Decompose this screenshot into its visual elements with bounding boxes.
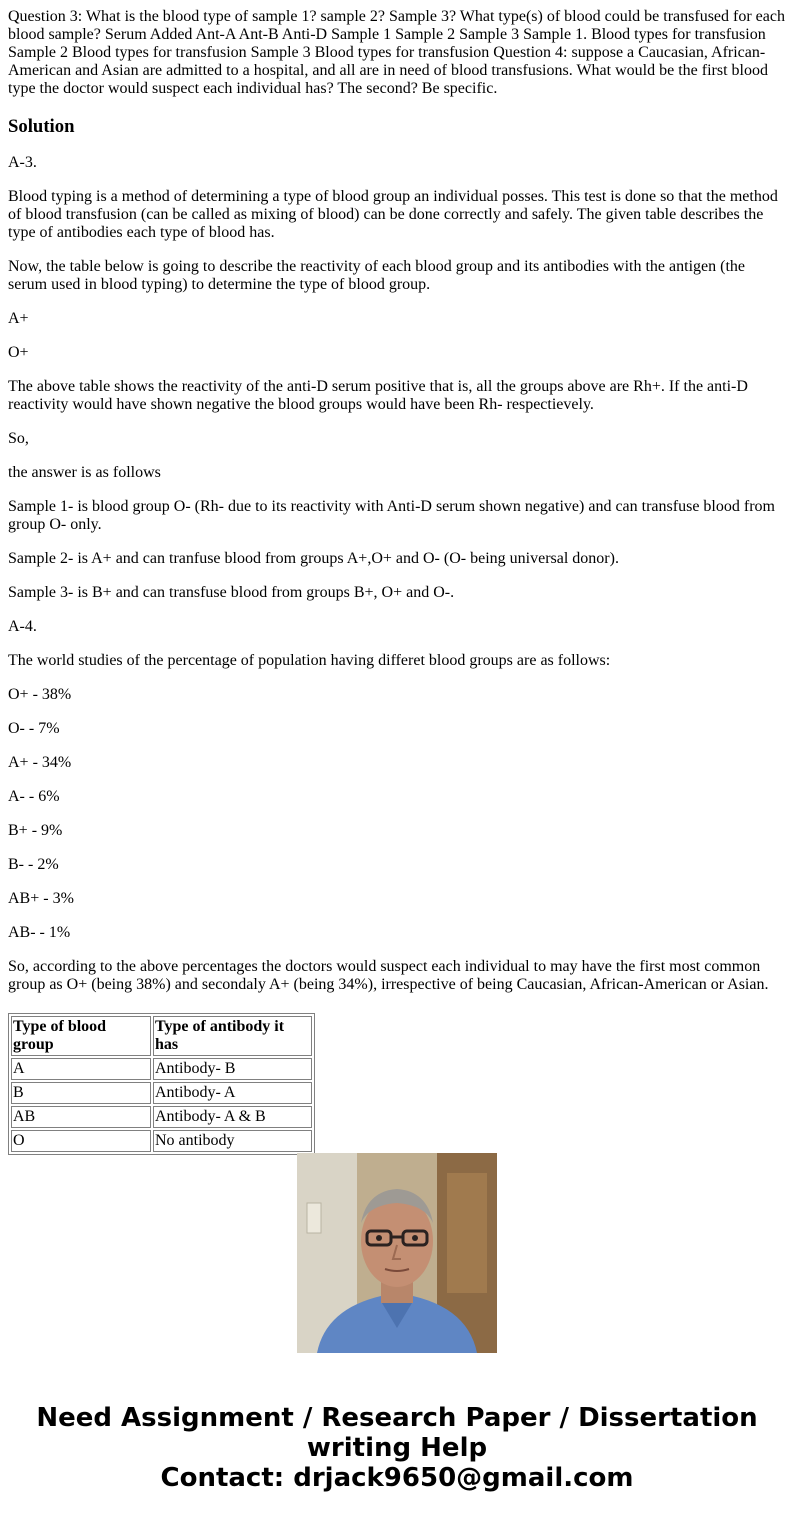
- solution-paragraph: the answer is as follows: [8, 464, 161, 481]
- solution-paragraph: So, according to the above percentages the doctors would suspect each individual to may have the first most common group as O+ (being 38%) and secondaly A+ (being 34%), irrespective of being Caucasian, African-American or Asian.: [8, 958, 769, 993]
- solution-paragraph: O+: [8, 344, 29, 361]
- author-photo: [297, 1153, 497, 1353]
- solution-paragraph: Sample 2- is A+ and can tranfuse blood from groups A+,O+ and O- (O- being universal donor).: [8, 550, 619, 567]
- solution-paragraph: A-3.: [8, 154, 37, 171]
- document-body: [8, 8, 788, 1010]
- antibody-table-container: [8, 1013, 318, 1149]
- solution-paragraph: So,: [8, 430, 29, 447]
- solution-paragraph: A+: [8, 310, 29, 327]
- table-cell-antibody: No antibody: [153, 1130, 312, 1152]
- solution-paragraph: A+ - 34%: [8, 754, 72, 771]
- table-cell-blood-group: B: [11, 1082, 151, 1104]
- solution-paragraph: Now, the table below is going to describe the reactivity of each blood group and its antibodies with the antigen (the serum used in blood typing) to determine the type of blood group.: [8, 258, 745, 293]
- solution-paragraph: O- - 7%: [8, 720, 60, 737]
- solution-paragraph: B+ - 9%: [8, 822, 63, 839]
- table-row: [11, 1130, 312, 1152]
- table-cell-antibody: Antibody- B: [153, 1058, 312, 1080]
- table-cell-antibody: Antibody- A & B: [153, 1106, 312, 1128]
- table-header-row: [11, 1016, 312, 1056]
- antibody-table: [8, 1013, 315, 1155]
- table-row: [11, 1058, 312, 1080]
- solution-paragraph: B- - 2%: [8, 856, 59, 873]
- table-row: [11, 1106, 312, 1128]
- solution-paragraph: The world studies of the percentage of population having differet blood groups are as follows:: [8, 652, 611, 669]
- solution-paragraph: AB+ - 3%: [8, 890, 74, 907]
- table-cell-blood-group: AB: [11, 1106, 151, 1128]
- solution-paragraph: Blood typing is a method of determining a type of blood group an individual posses. This test is done so that the method of blood transfusion (can be called as mixing of blood) can be done correctly and safely. The given table describes the type of antibodies each type of blood has.: [8, 188, 778, 241]
- solution-paragraph: A-4.: [8, 618, 37, 635]
- solution-paragraph: A- - 6%: [8, 788, 60, 805]
- table-row: [11, 1082, 312, 1104]
- solution-paragraph: Sample 3- is B+ and can transfuse blood from groups B+, O+ and O-.: [8, 584, 455, 601]
- table-header-blood-group: Type of blood group: [11, 1016, 151, 1056]
- author-photo-illustration: [297, 1153, 497, 1353]
- solution-paragraphs: [8, 154, 788, 994]
- solution-heading: Solution: [8, 116, 75, 137]
- table-cell-antibody: Antibody- A: [153, 1082, 312, 1104]
- solution-paragraph: Sample 1- is blood group O- (Rh- due to its reactivity with Anti-D serum shown negative) and can transfuse blood from group O- only.: [8, 498, 775, 533]
- solution-paragraph: The above table shows the reactivity of the anti-D serum positive that is, all the groups above are Rh+. If the anti-D reactivity would have shown negative the blood groups would have been Rh- respectievely.: [8, 378, 748, 413]
- table-cell-blood-group: O: [11, 1130, 151, 1152]
- solution-paragraph: AB- - 1%: [8, 924, 71, 941]
- contact-banner-line2: writing Help: [306, 1433, 488, 1463]
- contact-banner: [0, 1403, 794, 1493]
- table-cell-blood-group: A: [11, 1058, 151, 1080]
- table-header-antibody: Type of antibody it has: [153, 1016, 312, 1056]
- contact-banner-line1: Need Assignment / Research Paper / Dissertation: [36, 1403, 758, 1433]
- solution-paragraph: O+ - 38%: [8, 686, 72, 703]
- contact-banner-line3: Contact: drjack9650@gmail.com: [160, 1463, 634, 1493]
- question-text: Question 3: What is the blood type of sample 1? sample 2? Sample 3? What type(s) of blood could be transfused for each blood sample? Serum Added Ant-A Ant-B Anti-D Sample 1 Sample 2 Sample 3 Sample 1. Blood types for transfusion Sample 2 Blood types for transfusion Sample 3 Blood types for transfusion Question 4: suppose a Caucasian, African-American and Asian are admitted to a hospital, and all are in need of blood transfusions. What would be the first blood type the doctor would suspect each individual has? The second? Be specific.: [8, 8, 785, 97]
